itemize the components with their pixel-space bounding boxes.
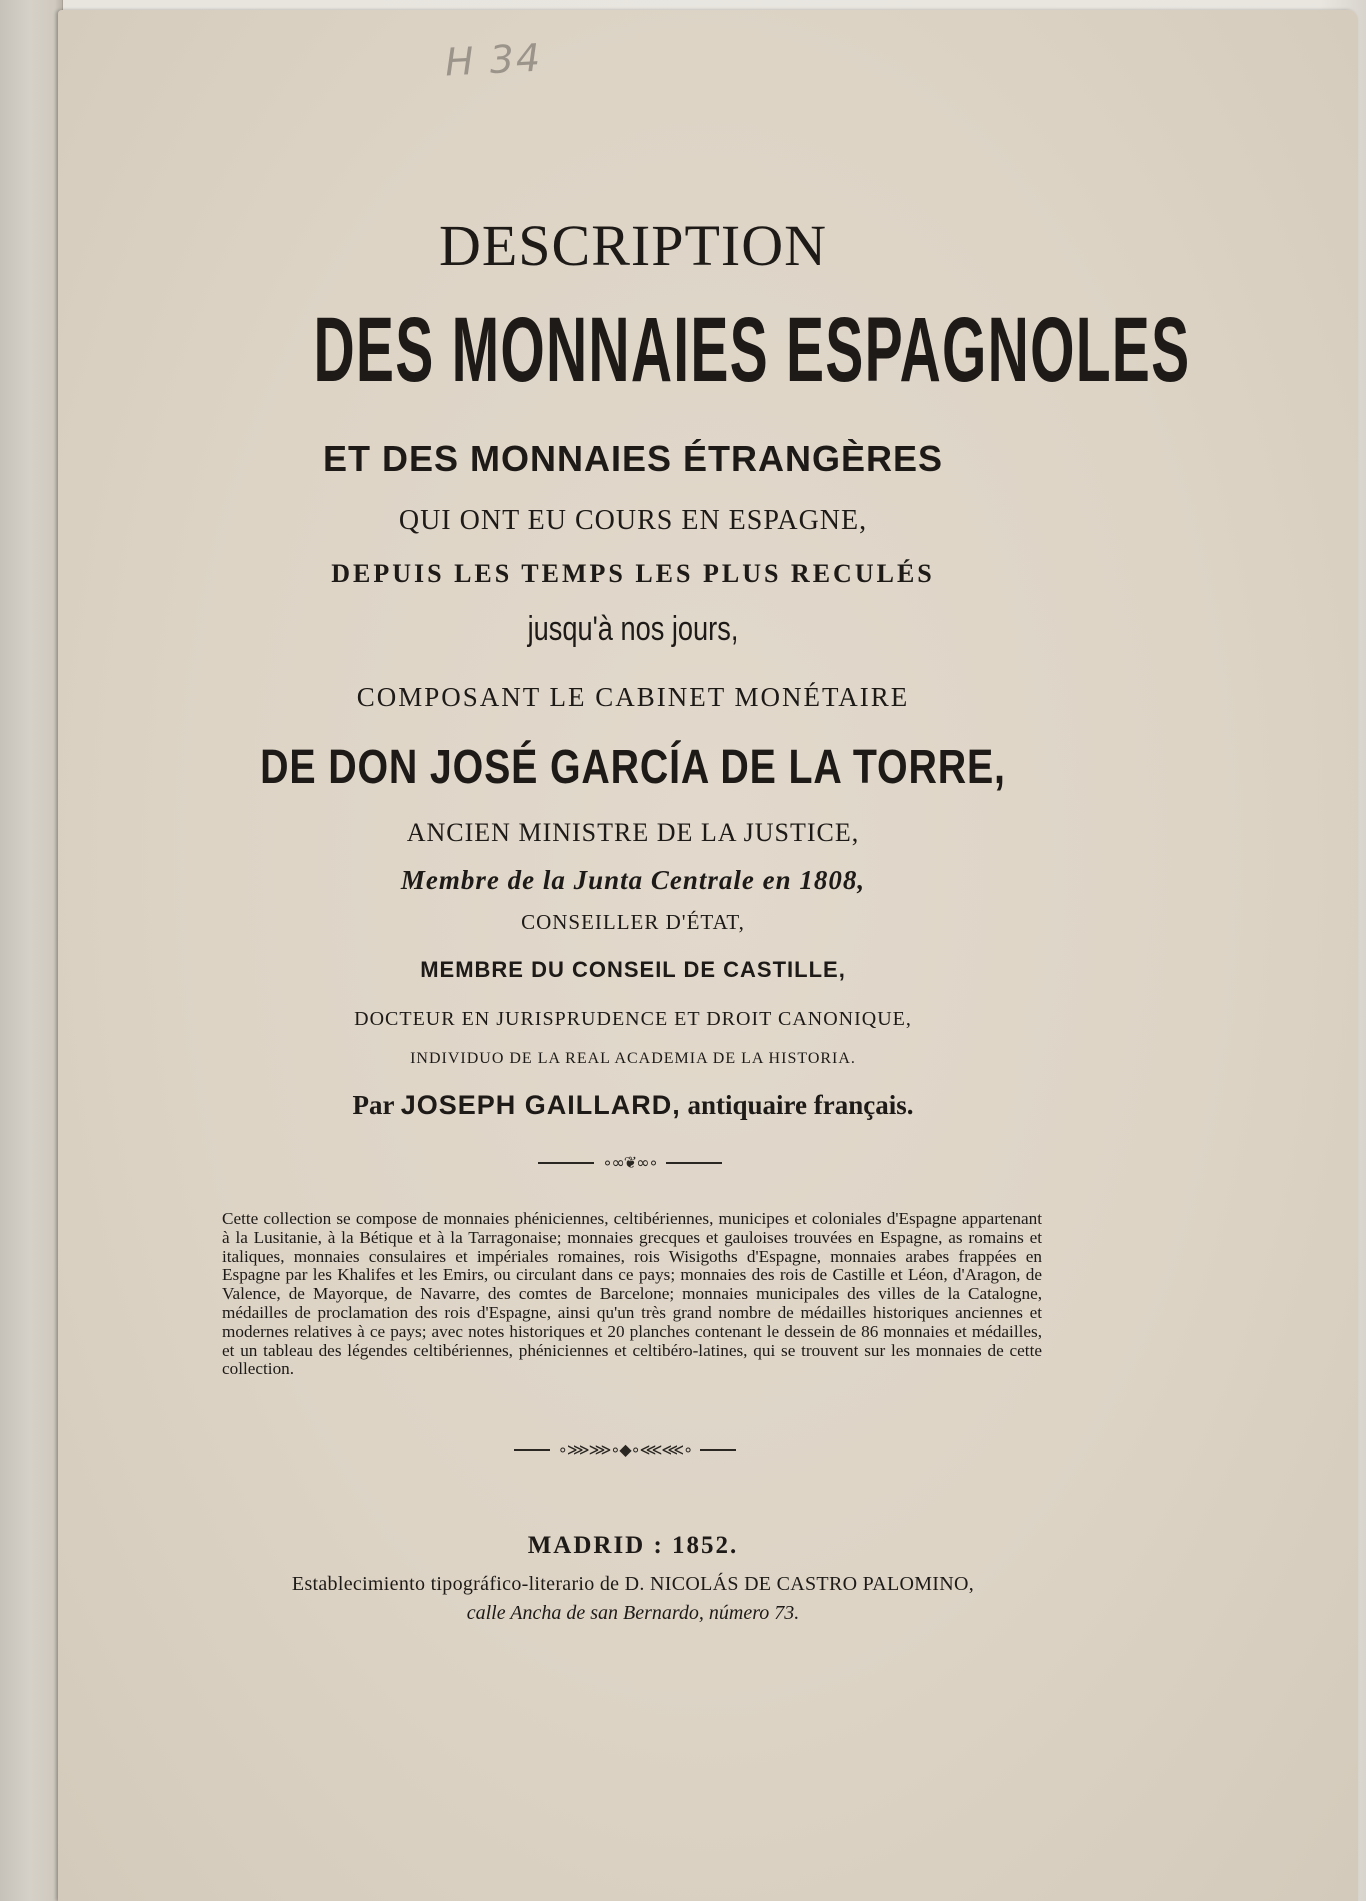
- author-title: antiquaire français.: [687, 1090, 914, 1120]
- ornament-rule-right: [666, 1162, 722, 1164]
- imprint-place-date: MADRID : 1852.: [527, 1532, 739, 1559]
- previous-page-edge: [0, 0, 63, 1901]
- credential-real-academia: INDIVIDUO DE LA REAL ACADEMIA DE LA HISTORIA.: [410, 1050, 856, 1067]
- imprint-address: calle Ancha de san Bernardo, número 73.: [466, 1602, 800, 1624]
- title-line-jusqu-a-nos-jours: jusqu'à nos jours,: [527, 610, 739, 648]
- credential-conseiller: CONSEILLER D'ÉTAT,: [521, 910, 745, 934]
- author-line: [58, 1090, 1208, 1121]
- title-line-composant: COMPOSANT LE CABINET MONÉTAIRE: [356, 682, 910, 712]
- ornament-divider-bottom: [465, 1440, 785, 1459]
- ornament-divider-top: [520, 1153, 740, 1172]
- title-line-collector-name: DE DON JOSÉ GARCÍA DE LA TORRE,: [260, 741, 1006, 794]
- credential-ancien-ministre: ANCIEN MINISTRE DE LA JUSTICE,: [406, 818, 860, 847]
- title-line-qui-ont-eu-cours: QUI ONT EU COURS EN ESPAGNE,: [398, 505, 868, 536]
- title-line-monnaies-espagnoles: DES MONNAIES ESPAGNOLES: [313, 299, 1191, 401]
- credential-junta-centrale: Membre de la Junta Centrale en 1808,: [400, 865, 866, 895]
- ornament-flourish-icon: ∘∞❦∞∘: [602, 1153, 658, 1172]
- ornament-rule-left: [514, 1449, 550, 1451]
- author-name: JOSEPH GAILLARD,: [400, 1090, 681, 1120]
- credential-conseil-castille: MEMBRE DU CONSEIL DE CASTILLE,: [420, 957, 846, 982]
- author-prefix: Par: [352, 1090, 394, 1120]
- ornament-arrows-icon: ∘⋙⋙∘◆∘⋘⋘∘: [557, 1440, 693, 1459]
- collection-description: Cette collection se compose de monnaies phéniciennes, celtibériennes, municipes et coloniales d'Espagne appartenant à la Lusitanie, à la Bétique et à la Tarragonaise; monnaies grecques et gauloises trouvées en Espagne, as romains et italiques, monnaies consulaires et impériales romaines, rois Wisigoths d'Espagne, monnaies arabes frappées en Espagne par les Khalifes et les Emirs, ou circulant dans ce pays; monnaies des rois de Castille et Léon, d'Aragon, de Valence, de Mayorque, de Navarre, des comtes de Barcelone; monnaies municipales des villes de la Catalogne, médailles de proclamation des rois d'Espagne, ainsi qu'un très grand nombre de médailles historiques anciennes et modernes relatives à ce pays; avec notes historiques et 20 planches contenant le dessein de 86 monnaies et médailles, et un tableau des légendes celtibériennes, phéniciennes et celtibéro-latines, qui se trouvent sur les monnaies de cette collection.: [222, 1209, 1042, 1379]
- title-line-monnaies-etrangeres: ET DES MONNAIES ÉTRANGÈRES: [322, 438, 944, 479]
- title-line-description: DESCRIPTION: [438, 213, 828, 278]
- imprint-printer: Establecimiento tipográfico-literario de D. NICOLÁS DE CASTRO PALOMINO,: [291, 1573, 975, 1595]
- title-line-depuis: DEPUIS LES TEMPS LES PLUS RECULÉS: [331, 559, 935, 588]
- ornament-rule-left: [538, 1162, 594, 1164]
- ornament-rule-right: [700, 1449, 736, 1451]
- pencil-shelf-mark: H 34: [443, 35, 544, 85]
- credential-docteur: DOCTEUR EN JURISPRUDENCE ET DROIT CANONIQUE,: [354, 1008, 912, 1030]
